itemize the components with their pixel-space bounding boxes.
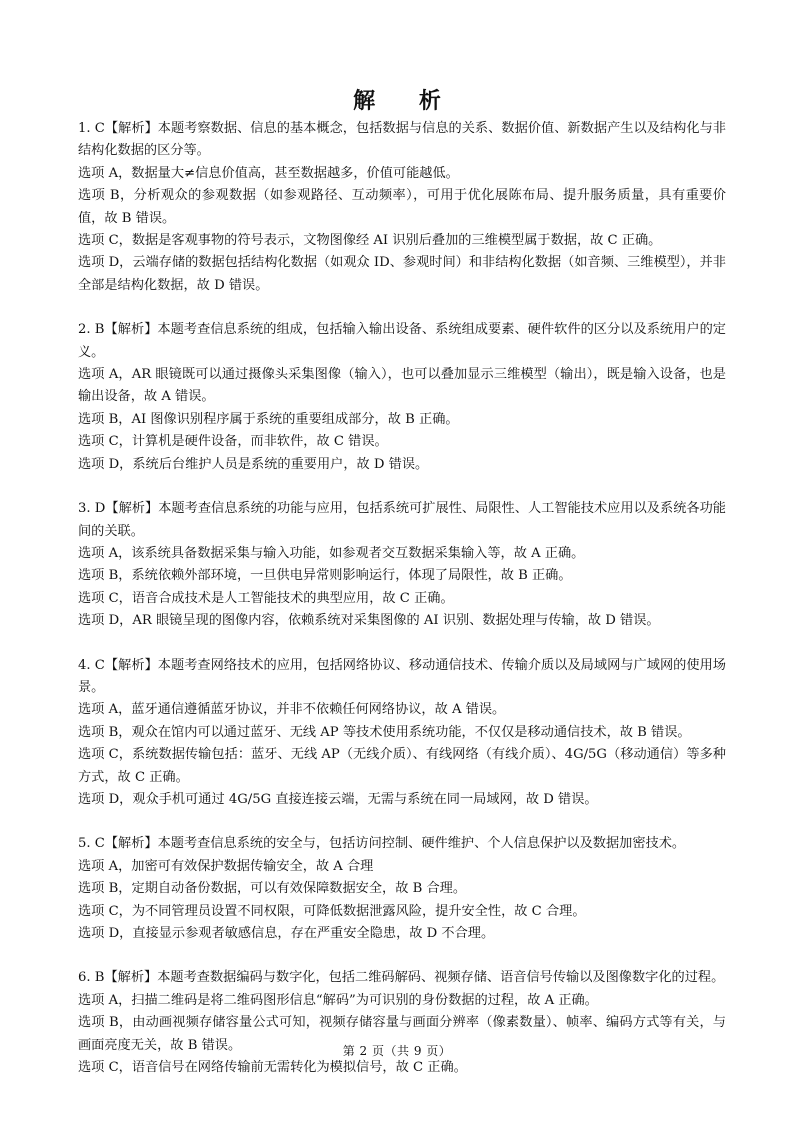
explanation-item-4	[78, 655, 726, 812]
page-title: 解 析	[353, 88, 459, 114]
option-b-explanation: 选项 B，AI 图像识别程序属于系统的重要组成部分，故 B 正确。	[78, 411, 459, 427]
explanation-item-1	[78, 118, 726, 297]
explanation-item-3	[78, 498, 726, 632]
option-a-explanation: 选项 A，数据量大≠信息价值高，甚至数据越多，价值可能越低。	[78, 165, 459, 181]
explanation-item-5	[78, 833, 726, 945]
option-b-explanation: 选项 B，系统依赖外部环境，一旦供电异常则影响运行，体现了局限性，故 B 正确。	[78, 568, 572, 584]
explanation-item-2	[78, 319, 726, 476]
option-b-explanation: 选项 B，分析观众的参观数据（如参观路径、互动频率），可用于优化展陈布局、提升服务质量，具有重要价值，故 B 错误。	[78, 188, 726, 226]
explanation-summary: 6. B【解析】本题考查数据编码与数字化，包括二维码解码、视频存储、语音信号传输以及图像数字化的过程。	[78, 970, 725, 986]
option-c-explanation: 选项 C，计算机是硬件设备，而非软件，故 C 错误。	[78, 434, 388, 450]
option-d-explanation: 选项 D，观众手机可通过 4G/5G 直接连接云端，无需与系统在同一局域网，故 D 错误。	[78, 791, 598, 807]
option-b-explanation: 选项 B，由动画视频存储容量公式可知，视频存储容量与画面分辨率（像素数量）、帧率、编码方式等有关，与画面亮度无关，故 B 错误。	[78, 1015, 726, 1053]
option-d-explanation: 选项 D，直接显示参观者敏感信息，存在严重安全隐患，故 D 不合理。	[78, 926, 495, 941]
option-b-explanation: 选项 B，观众在馆内可以通过蓝牙、无线 AP 等技术使用系统功能，不仅仅是移动通信技术，故 B 错误。	[78, 724, 691, 740]
option-c-explanation: 选项 C，系统数据传输包括：蓝牙、无线 AP（无线介质）、有线网络（有线介质）、4G/5G（移动通信）等多种方式，故 C 正确。	[78, 747, 726, 785]
option-d-explanation: 选项 D，系统后台维护人员是系统的重要用户，故 D 错误。	[78, 456, 429, 472]
option-a-explanation: 选项 A，扫描二维码是将二维码图形信息“解码”为可识别的身份数据的过程，故 A 正确。	[78, 992, 598, 1008]
explanation-summary: 5. C【解析】本题考查信息系统的安全与，包括访问控制、硬件维护、个人信息保护以及数据加密技术。	[78, 836, 686, 852]
page-footer: 第 2 页（共 9 页）	[342, 1044, 452, 1058]
explanation-summary: 3. D【解析】本题考查信息系统的功能与应用，包括系统可扩展性、局限性、人工智能技术应用以及系统各功能间的关联。	[78, 501, 726, 539]
explanation-summary: 1. C【解析】本题考察数据、信息的基本概念，包括数据与信息的关系、数据价值、新数据产生以及结构化与非结构化数据的区分等。	[78, 121, 726, 159]
answer-explanations	[78, 118, 726, 1101]
explanation-summary: 4. C【解析】本题考查网络技术的应用，包括网络协议、移动通信技术、传输介质以及局域网与广域网的使用场景。	[78, 657, 726, 695]
option-b-explanation: 选项 B，定期自动备份数据，可以有效保障数据安全，故 B 合理。	[78, 881, 467, 897]
option-a-explanation: 选项 A，蓝牙通信遵循蓝牙协议，并非不依赖任何网络协议，故 A 错误。	[78, 702, 506, 718]
option-a-explanation: 选项 A，AR 眼镜既可以通过摄像头采集图像（输入），也可以叠加显示三维模型（输出），既是输入设备，也是输出设备，故 A 错误。	[78, 367, 726, 405]
option-c-explanation: 选项 C，语音合成技术是人工智能技术的典型应用，故 C 正确。	[78, 590, 454, 606]
option-a-explanation: 选项 A，加密可有效保护数据传输安全，故 A 合理	[78, 858, 374, 874]
option-d-explanation: 选项 D，AR 眼镜呈现的图像内容，依赖系统对采集图像的 AI 识别、数据处理与传输，故 D 错误。	[78, 613, 660, 629]
explanation-summary: 2. B【解析】本题考查信息系统的组成，包括输入输出设备、系统组成要素、硬件软件的区分以及系统用户的定义。	[78, 322, 726, 360]
explanation-item-6	[78, 967, 726, 1079]
option-c-explanation: 选项 C，为不同管理员设置不同权限，可降低数据泄露风险，提升安全性，故 C 合理。	[78, 903, 586, 919]
option-a-explanation: 选项 A，该系统具备数据采集与输入功能，如参观者交互数据采集输入等，故 A 正确。	[78, 545, 585, 561]
option-c-explanation: 选项 C，数据是客观事物的符号表示，文物图像经 AI 识别后叠加的三维模型属于数据，故 C 正确。	[78, 233, 662, 249]
option-d-explanation: 选项 D，云端存储的数据包括结构化数据（如观众 ID、参观时间）和非结构化数据（如音频、三维模型），并非全部是结构化数据，故 D 错误。	[78, 255, 726, 293]
option-c-explanation: 选项 C，语音信号在网络传输前无需转化为模拟信号，故 C 正确。	[78, 1060, 467, 1076]
